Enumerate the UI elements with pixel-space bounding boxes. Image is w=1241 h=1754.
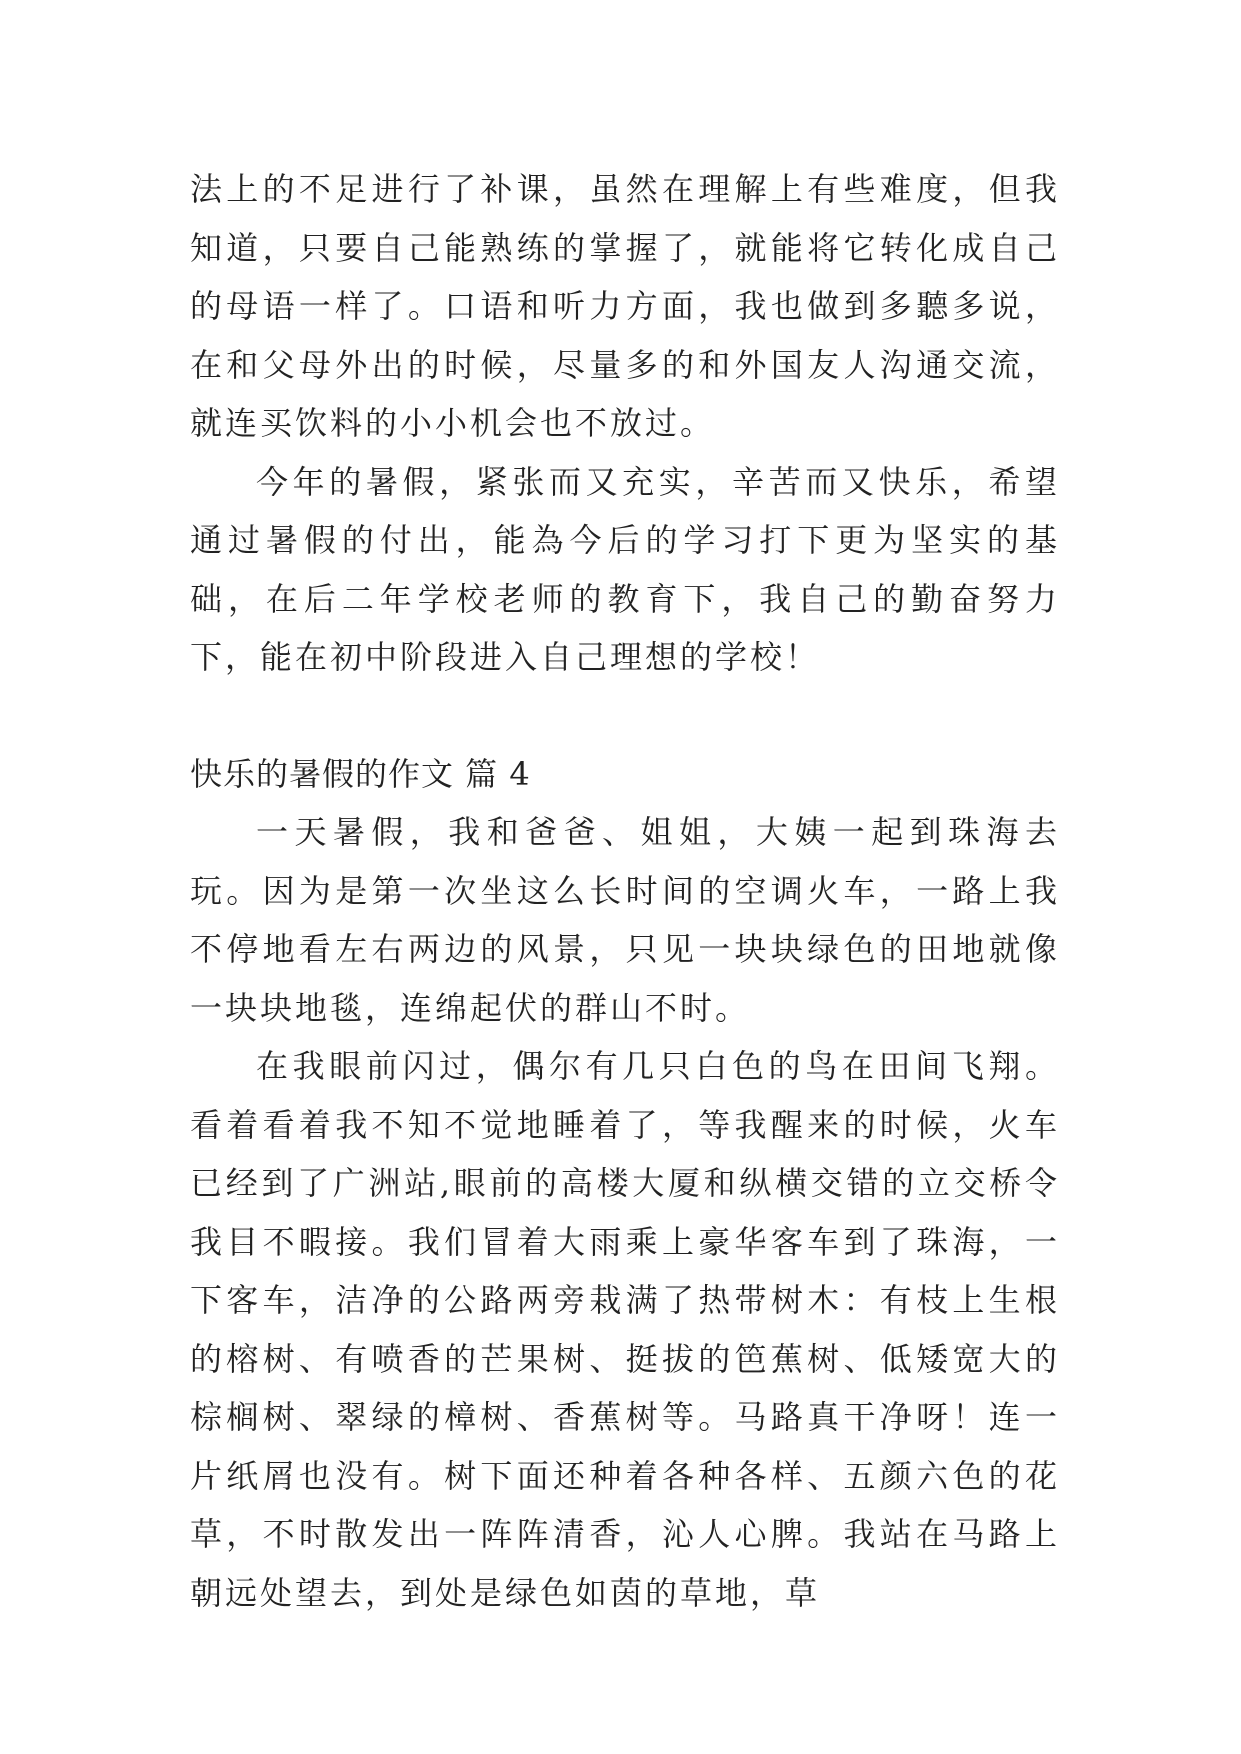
paragraph-2: 今年的暑假，紧张而又充实，辛苦而又快乐，希望通过暑假的付出，能為今后的学习打下更为坚实的基础，在后二年学校老师的教育下，我自己的勤奋努力下，能在初中阶段进入自己理想的学校！ [190,462,1060,676]
section-heading: 快乐的暑假的作文 篇 4 [190,754,531,793]
paragraph-3: 一天暑假，我和爸爸、姐姐，大姨一起到珠海去玩。因为是第一次坐这么长时间的空调火车，一路上我不停地看左右两边的风景，只见一块块绿色的田地就像一块块地毯，连绵起伏的群山不时。 [190,813,1060,1027]
section-gap [190,687,1060,745]
paragraph-4: 在我眼前闪过，偶尔有几只白色的鸟在田间飞翔。看着看着我不知不觉地睡着了，等我醒来的时候，火车已经到了广洲站,眼前的高楼大厦和纵横交错的立交桥令我目不暇接。我们冒着大雨乘上豪华客车到了珠海，一下客车，洁净的公路两旁栽满了热带树木：有枝上生根的榕树、有喷香的芒果树、挺拔的笆蕉树、低矮宽大的棕榈树、翠绿的樟树、香蕉树等。马路真干净呀！连一片纸屑也没有。树下面还种着各种各样、五颜六色的花草，不时散发出一阵阵清香，沁人心脾。我站在马路上朝远处望去，到处是绿色如茵的草地，草 [190,1047,1060,1612]
document-body [190,160,1060,1622]
paragraph-1: 法上的不足进行了补课，虽然在理解上有些难度，但我知道，只要自己能熟练的掌握了，就能将它转化成自己的母语一样了。口语和听力方面，我也做到多聽多说，在和父母外出的时候，尽量多的和外国友人沟通交流，就连买饮料的小小机会也不放过。 [190,170,1060,442]
